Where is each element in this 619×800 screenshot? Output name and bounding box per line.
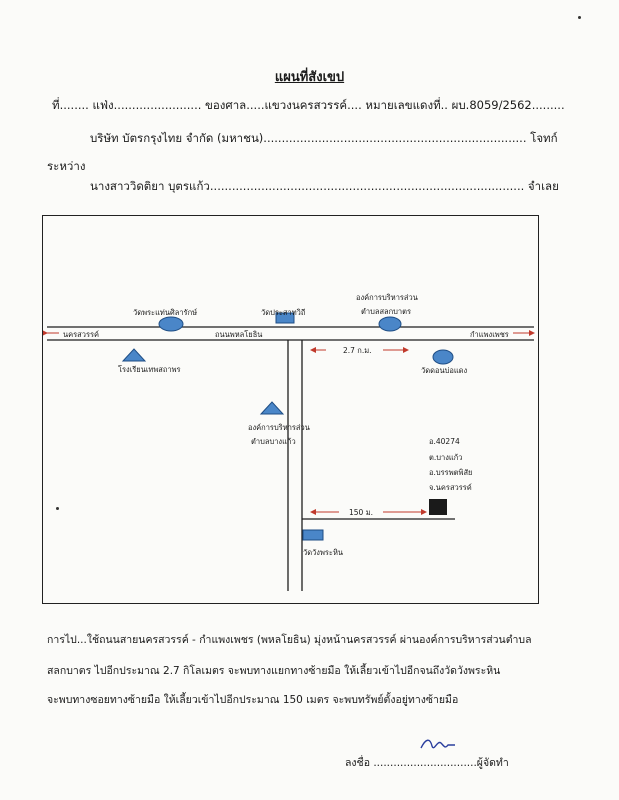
map-drawing — [43, 216, 538, 603]
label-obt-salok-1: องค์การบริหารส่วน — [356, 293, 418, 302]
label-address-4: จ.นครสวรรค์ — [429, 483, 472, 492]
temple-marker-icon — [159, 317, 183, 331]
label-obt-bang-1: องค์การบริหารส่วน — [248, 423, 310, 432]
office-marker-icon — [379, 317, 401, 331]
label-obt-bang-2: ตำบลบางแก้ว — [251, 437, 296, 446]
property-marker-icon — [429, 499, 447, 515]
directions-line-3: จะพบทางซอยทางซ้ายมือ ให้เลี้ยวเข้าไปอีกประมาณ 150 เมตร จะพบทรัพย์ตั้งอยู่ทางซ้ายมือ — [47, 694, 459, 706]
office-marker-icon — [261, 402, 283, 414]
scan-speck — [56, 507, 59, 510]
plaintiff-line: บริษัท บัตรกรุงไทย จำกัด (มหาชน)........................................................................ โจทก์ — [90, 131, 558, 145]
between-label: ระหว่าง — [47, 159, 86, 173]
label-school: โรงเรียนเทพสถาพร — [118, 365, 181, 374]
label-address-1: อ.40274 — [429, 437, 460, 446]
directions-line-2: สลกบาตร ไปอีกประมาณ 2.7 กิโลเมตร จะพบทางแยกทางซ้ายมือ ให้เลี้ยวเข้าไปอีกจนถึงวัดวังพระหิน — [47, 665, 501, 677]
label-distance-150: 150 ม. — [349, 508, 374, 517]
label-wat-wang: วัดวังพระหิน — [303, 548, 344, 557]
handwritten-signature-icon — [418, 736, 458, 754]
temple-marker-icon — [433, 350, 453, 364]
label-address-3: อ.บรรพตพิสัย — [429, 468, 473, 477]
label-wat-non: วัดดอนบ่อแดง — [421, 366, 468, 375]
directions-line-1: การไป...ใช้ถนนสายนครสวรรค์ - กำแพงเพชร (พหลโยธิน) มุ่งหน้านครสวรรค์ ผ่านองค์การบริหารส่วนตำบล — [47, 634, 532, 646]
defendant-line: นางสาววิดติยา บุตรแก้ว...................................................................................... จำเลย — [90, 179, 559, 193]
map-sketch — [42, 215, 539, 604]
case-info-line: ที่........ แฟ่ง........................ ของศาล.....แขวงนครสวรรค์.... หมายเลขแดงที่.. ผบ.8059/2562......... — [52, 98, 565, 112]
label-wat-phra: วัดพระแท่นศิลารักษ์ — [133, 308, 198, 317]
school-marker-icon — [123, 349, 145, 361]
page-title: แผนที่สังเขป — [274, 70, 345, 85]
label-distance-27: 2.7 ก.ม. — [343, 346, 372, 355]
temple-marker-icon — [303, 530, 323, 540]
label-obt-salok-2: ตำบลสลกบาตร — [361, 307, 412, 316]
label-highway: ถนนพหลโยธิน — [215, 330, 263, 339]
label-wat-prasat: วัดประสาทวิถี — [261, 308, 306, 317]
signature-line: ลงชื่อ ...............................ผู้จัดทำ — [345, 757, 509, 769]
label-nakhon-sawan: นครสวรรค์ — [63, 330, 100, 339]
scan-speck — [578, 16, 581, 19]
label-address-2: ต.บางแก้ว — [429, 453, 463, 462]
label-kamphaeng-phet: กำแพงเพชร — [470, 330, 509, 339]
